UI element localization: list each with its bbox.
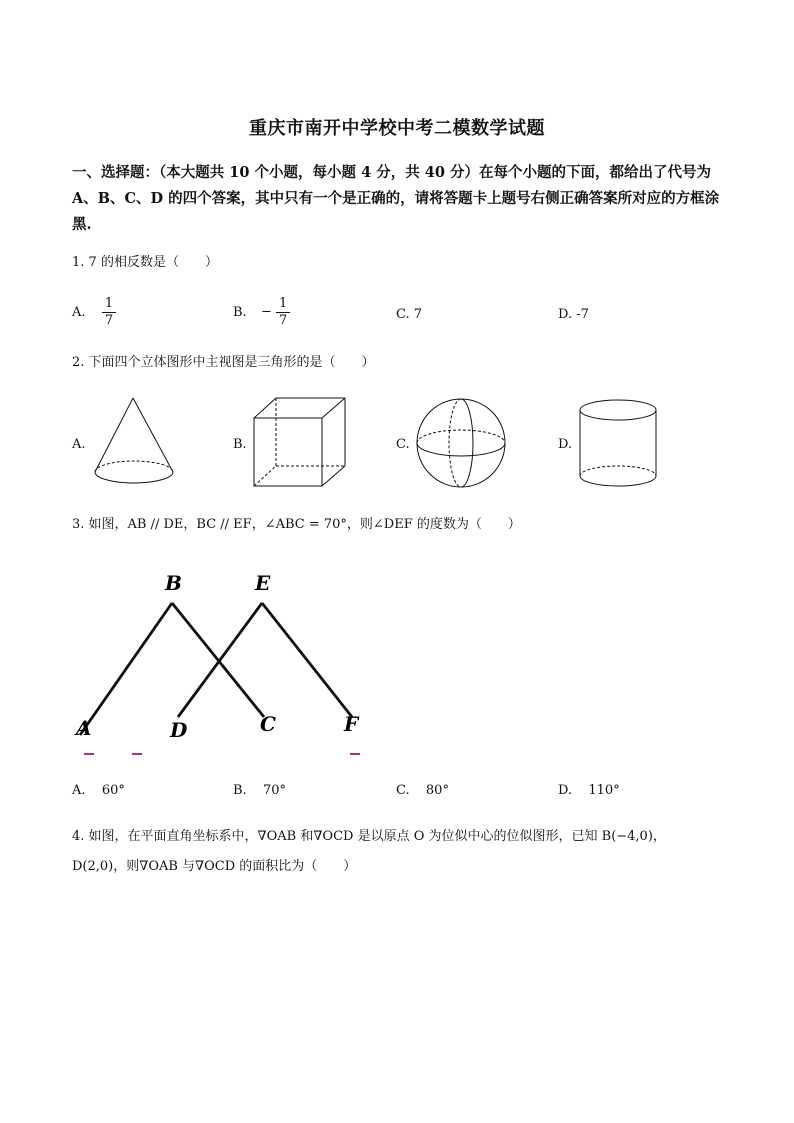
option-label: A. [72,305,86,320]
option-label: A. [72,783,86,798]
option-label: C. [396,307,410,322]
question-3-option-c [396,782,449,800]
segment-ef [262,603,352,717]
fraction-denominator: 7 [276,312,290,329]
question-3-option-b [233,782,286,800]
option-text: 70° [262,783,287,798]
option-label: D. [558,783,573,798]
option-text: 7 [413,307,423,322]
option-text: 110° [588,783,620,798]
question-2-stem: 2. 下面四个立体图形中主视图是三角形的是（ ） [72,355,375,370]
fraction-denominator: 7 [102,312,116,329]
label-a: A [76,716,92,740]
label-d: D [170,718,188,742]
question-2-option-c-label: C. [396,437,410,452]
question-2-option-d-label: D. [558,437,573,452]
question-1-option-d [558,306,589,324]
question-3-stem: 3. 如图，AB // DE，BC // EF，∠ABC = 70°，则∠DEF 的度数为（ ） [72,517,521,532]
cylinder-icon [578,398,662,493]
question-4-stem-line-1: 4. 如图，在平面直角坐标系中，∇OAB 和∇OCD 是以原点 O 为位似中心的位似图形，已知 B(−4,0)， [72,829,666,844]
segment-ab [80,603,172,735]
option-label: C. [396,783,410,798]
label-e: E [255,571,271,595]
page-title: 重庆市南开中学校中考二模数学试题 [249,118,545,139]
option-label: B. [233,783,247,798]
question-4-stem-line-2: D(2,0)，则∇OAB 与∇OCD 的面积比为（ ） [72,859,357,874]
minus-sign: − [260,304,272,320]
label-c: C [260,712,276,736]
question-1-option-b [233,296,290,329]
cube-icon [252,396,350,491]
question-3-option-a [72,782,125,800]
sphere-icon [414,396,510,491]
fraction-numerator: 1 [104,296,114,311]
section-instructions: 一、选择题：（本大题共 10 个小题，每小题 4 分，共 40 分）在每个小题的下面，都给出了代号为 A、B、C、D 的四个答案，其中只有一个是正确的，请将答题卡上题号右侧正确答案所对应的方框涂黑. [72,164,720,233]
question-2-option-b-label: B. [233,437,247,452]
question-2-option-a-label: A. [72,437,86,452]
option-text: 60° [101,783,125,798]
option-label: D. [558,307,573,322]
question-1-option-c [396,306,422,324]
question-1-option-a [72,296,116,329]
option-label: B. [233,305,247,320]
fraction [102,296,116,329]
option-text: 80° [425,783,449,798]
fraction-numerator: 1 [279,296,288,311]
parallel-lines-figure [70,565,370,760]
label-f: F [344,712,359,736]
label-b: B [165,571,182,595]
question-3-option-d [558,782,620,800]
option-text: -7 [576,307,589,322]
fraction [276,296,290,329]
cone-icon [90,395,180,490]
question-1-stem: 1. 7 的相反数是（ ） [72,255,218,270]
